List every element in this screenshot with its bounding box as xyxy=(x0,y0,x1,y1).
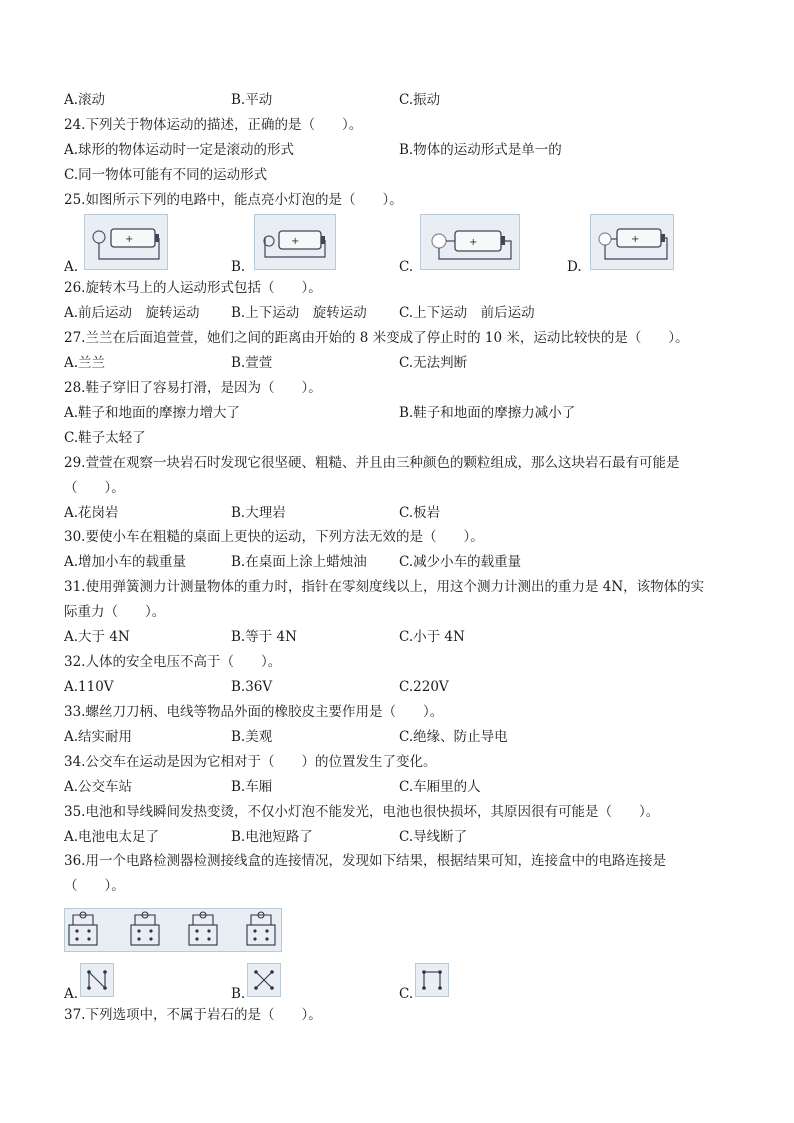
q30-option-c: C.减少小车的载重量 xyxy=(399,554,522,570)
q30-stem: 30.要使小车在粗糙的桌面上更快的运动，下列方法无效的是（ ）。 xyxy=(64,529,484,545)
q26-option-b: B.上下运动 旋转运动 xyxy=(231,305,367,321)
q27-option-b: B.萱萱 xyxy=(231,355,273,371)
q30-option-a: A.增加小车的载重量 xyxy=(64,554,187,570)
q32-option-b: B.36V xyxy=(231,679,273,695)
q37-stem: 37.下列选项中，不属于岩石的是（ ）。 xyxy=(64,1007,322,1023)
q34-option-b: B.车厢 xyxy=(231,779,273,795)
q33-option-c: C.绝缘、防止导电 xyxy=(399,729,508,745)
q24-option-c: C.同一物体可能有不同的运动形式 xyxy=(64,167,268,183)
q36-stem: 36.用一个电路检测器检测接线盒的连接情况，发现如下结果，根据结果可知，连接盒中的电路连接是 xyxy=(64,853,666,869)
q31-option-a: A.大于 4N xyxy=(64,629,130,645)
q36-option-c: C. xyxy=(399,986,414,1002)
junction-box-option-a xyxy=(80,963,114,997)
q24-option-a: A.球形的物体运动时一定是滚动的形式 xyxy=(64,142,295,158)
q23-option-b: B.平动 xyxy=(231,92,273,108)
q25-option-b: B. xyxy=(231,259,246,275)
circuit-figure-c xyxy=(420,214,520,270)
q31-stem: 31.使用弹簧测力计测量物体的重力时，指针在零刻度线以上，用这个测力计测出的重力是 4N，该物体的实 xyxy=(64,579,705,595)
q32-option-c: C.220V xyxy=(399,679,449,695)
svg-text:+: + xyxy=(125,234,134,245)
q25-stem: 25.如图所示下列的电路中，能点亮小灯泡的是（ ）。 xyxy=(64,192,403,208)
q23-option-a: A.滚动 xyxy=(64,92,106,108)
q35-option-c: C.导线断了 xyxy=(399,829,468,845)
junction-box-option-b xyxy=(247,963,281,997)
circuit-figure-a xyxy=(84,214,168,270)
q32-option-a: A.110V xyxy=(64,679,114,695)
q25-option-a: A. xyxy=(64,259,79,275)
q31-option-c: C.小于 4N xyxy=(399,629,465,645)
circuit-figure-d xyxy=(590,214,674,270)
q28-stem: 28.鞋子穿旧了容易打滑，是因为（ ）。 xyxy=(64,380,322,396)
q31-stem-cont: 际重力（ ）。 xyxy=(64,604,166,620)
q29-option-a: A.花岗岩 xyxy=(64,505,119,521)
q29-stem-cont: （ ）。 xyxy=(64,480,125,496)
q32-stem: 32.人体的安全电压不高于（ ）。 xyxy=(64,654,282,670)
q33-stem: 33.螺丝刀刀柄、电线等物品外面的橡胶皮主要作用是（ ）。 xyxy=(64,704,444,720)
q30-option-b: B.在桌面上涂上蜡烛油 xyxy=(231,554,367,570)
q34-stem: 34.公交车在运动是因为它相对于（ ）的位置发生了变化。 xyxy=(64,754,437,770)
q27-option-c: C.无法判断 xyxy=(399,355,468,371)
q23-option-c: C.振动 xyxy=(399,92,441,108)
q36-option-a: A. xyxy=(64,986,79,1002)
q36-stem-cont: （ ）。 xyxy=(64,878,125,894)
q28-option-a: A.鞋子和地面的摩擦力增大了 xyxy=(64,405,241,421)
q28-option-c: C.鞋子太轻了 xyxy=(64,430,146,446)
q24-stem: 24.下列关于物体运动的描述，正确的是（ ）。 xyxy=(64,117,363,133)
svg-text:+: + xyxy=(631,234,640,245)
q29-option-c: C.板岩 xyxy=(399,505,441,521)
q26-option-c: C.上下运动 前后运动 xyxy=(399,305,535,321)
q25-option-d: D. xyxy=(567,259,582,275)
q34-option-c: C.车厢里的人 xyxy=(399,779,481,795)
q28-option-b: B.鞋子和地面的摩擦力减小了 xyxy=(399,405,576,421)
q34-option-a: A.公交车站 xyxy=(64,779,133,795)
q31-option-b: B.等于 4N xyxy=(231,629,297,645)
q36-option-b: B. xyxy=(231,986,246,1002)
q33-option-a: A.结实耐用 xyxy=(64,729,133,745)
q35-option-b: B.电池短路了 xyxy=(231,829,313,845)
q27-option-a: A.兰兰 xyxy=(64,355,106,371)
q26-stem: 26.旋转木马上的人运动形式包括（ ）。 xyxy=(64,280,322,296)
q29-option-b: B.大理岩 xyxy=(231,505,286,521)
q35-stem: 35.电池和导线瞬间发热变烫，不仅小灯泡不能发光，电池也很快损坏，其原因很有可能是（ ）。 xyxy=(64,804,660,820)
circuit-figure-b xyxy=(254,214,336,270)
q26-option-a: A.前后运动 旋转运动 xyxy=(64,305,200,321)
q24-option-b: B.物体的运动形式是单一的 xyxy=(399,142,562,158)
q25-option-c: C. xyxy=(399,259,414,275)
junction-box-test-figure xyxy=(64,908,282,952)
q27-stem: 27.兰兰在后面追萱萱，她们之间的距离由开始的 8 米变成了停止时的 10 米，运动比较快的是（ ）。 xyxy=(64,330,689,346)
q35-option-a: A.电池电太足了 xyxy=(64,829,160,845)
junction-box-option-c xyxy=(415,963,449,997)
svg-text:+: + xyxy=(291,236,300,247)
q33-option-b: B.美观 xyxy=(231,729,273,745)
q29-stem: 29.萱萱在观察一块岩石时发现它很坚硬、粗糙、并且由三种颜色的颗粒组成，那么这块岩石最有可能是 xyxy=(64,455,680,471)
svg-text:+: + xyxy=(469,237,478,248)
